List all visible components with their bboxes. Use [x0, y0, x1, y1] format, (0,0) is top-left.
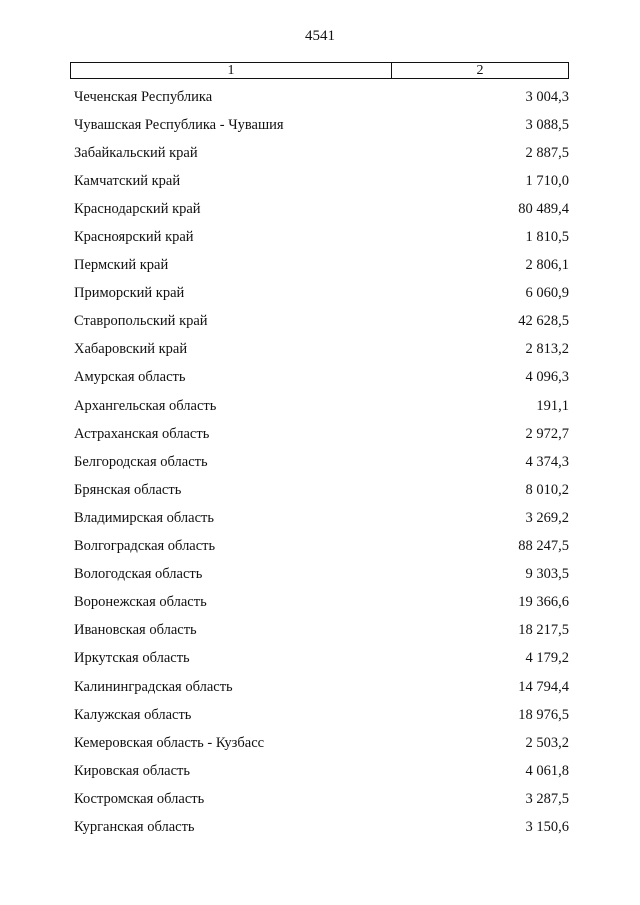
table-row	[74, 476, 569, 504]
table-body	[74, 83, 569, 842]
table-row	[74, 701, 569, 729]
region-value: 42 628,5	[518, 313, 569, 330]
region-name: Кировская область	[74, 762, 191, 779]
region-name: Костромская область	[74, 790, 205, 807]
table-row	[74, 223, 569, 251]
region-name: Пермский край	[74, 257, 169, 274]
region-name: Ставропольский край	[74, 313, 208, 330]
region-value: 2 972,7	[525, 425, 569, 442]
table-row	[74, 336, 569, 364]
table-row	[74, 420, 569, 448]
region-value: 4 179,2	[525, 650, 569, 667]
region-name: Вологодская область	[74, 566, 203, 583]
table-row	[74, 195, 569, 223]
region-name: Архангельская область	[74, 397, 217, 414]
region-value: 4 096,3	[525, 369, 569, 386]
region-name: Краснодарский край	[74, 200, 201, 217]
region-value: 3 287,5	[525, 790, 569, 807]
table-row	[74, 448, 569, 476]
column-header-1: 1	[71, 63, 392, 78]
region-name: Калининградская область	[74, 678, 233, 695]
table-row	[74, 252, 569, 280]
table-row	[74, 167, 569, 195]
page-number: 4541	[305, 28, 335, 44]
table-row	[74, 139, 569, 167]
region-value: 2 813,2	[525, 341, 569, 358]
region-value: 4 374,3	[525, 453, 569, 470]
region-name: Камчатский край	[74, 172, 181, 189]
table-row	[74, 561, 569, 589]
table-row	[74, 504, 569, 532]
table-row	[74, 392, 569, 420]
region-value: 1 810,5	[525, 229, 569, 246]
table-row	[74, 617, 569, 645]
region-name: Курганская область	[74, 818, 195, 835]
region-name: Воронежская область	[74, 594, 207, 611]
table-row	[74, 729, 569, 757]
region-name: Белгородская область	[74, 453, 208, 470]
region-value: 14 794,4	[518, 678, 569, 695]
table-row	[74, 83, 569, 111]
region-value: 2 503,2	[525, 734, 569, 751]
region-value: 1 710,0	[525, 172, 569, 189]
table-row	[74, 308, 569, 336]
region-value: 4 061,8	[525, 762, 569, 779]
region-value: 3 004,3	[525, 88, 569, 105]
table-row	[74, 111, 569, 139]
region-name: Красноярский край	[74, 229, 194, 246]
region-value: 9 303,5	[525, 566, 569, 583]
table-row	[74, 757, 569, 785]
region-value: 191,1	[536, 397, 569, 414]
region-value: 3 150,6	[525, 818, 569, 835]
region-name: Амурская область	[74, 369, 186, 386]
table-row	[74, 533, 569, 561]
region-name: Волгоградская область	[74, 538, 216, 555]
region-name: Астраханская область	[74, 425, 210, 442]
region-value: 18 976,5	[518, 706, 569, 723]
region-value: 18 217,5	[518, 622, 569, 639]
table-row	[74, 785, 569, 813]
table-row	[74, 813, 569, 841]
region-value: 8 010,2	[525, 481, 569, 498]
region-name: Хабаровский край	[74, 341, 188, 358]
table-header	[70, 62, 569, 79]
region-name: Кемеровская область - Кузбасс	[74, 734, 265, 751]
region-name: Ивановская область	[74, 622, 197, 639]
region-name: Калужская область	[74, 706, 192, 723]
table-row	[74, 364, 569, 392]
region-value: 88 247,5	[518, 538, 569, 555]
region-value: 80 489,4	[518, 200, 569, 217]
region-value: 19 366,6	[518, 594, 569, 611]
table-row	[74, 589, 569, 617]
region-name: Владимирская область	[74, 509, 214, 526]
region-name: Иркутская область	[74, 650, 190, 667]
region-value: 6 060,9	[525, 285, 569, 302]
column-header-2: 2	[476, 62, 484, 78]
region-name: Приморский край	[74, 285, 185, 302]
region-value: 2 887,5	[525, 144, 569, 161]
table-row	[74, 645, 569, 673]
region-name: Забайкальский край	[74, 144, 198, 161]
table-row	[74, 280, 569, 308]
table-row	[74, 673, 569, 701]
region-value: 2 806,1	[525, 257, 569, 274]
region-name: Брянская область	[74, 481, 182, 498]
region-value: 3 269,2	[525, 509, 569, 526]
region-value: 3 088,5	[525, 116, 569, 133]
region-name: Чувашская Республика - Чувашия	[74, 116, 284, 133]
region-name: Чеченская Республика	[74, 88, 213, 105]
